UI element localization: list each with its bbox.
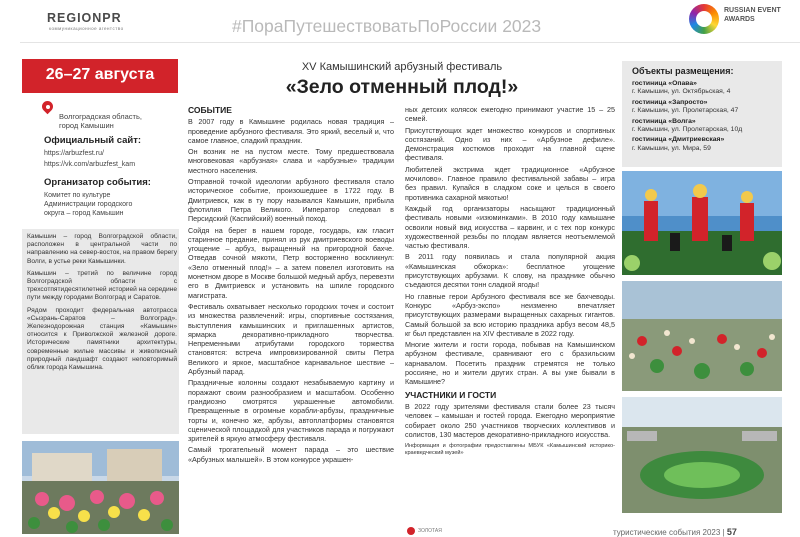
article-paragraph: Сойдя на берег в нашем городе, государь, как гласит старинное предание, принял из рук дмитриевского воеводы угощение – арбуз, выращенный на пригородной бахче. Отведав сочной мякоти, Петр восторженно воскликнул: «Зело отменный плод!» – а затем повелел изготовить на монетном дворе в Москве большой медный арбуз, перевезти его в Дмитриевск и установить на шпиле городского магистрата.	[188, 225, 394, 300]
festival-aerial-photo	[622, 397, 782, 513]
article-paragraph: Самый трогательный момент парада – это шествие «Арбузных малышей». В этом конкурсе украшен-	[188, 445, 394, 464]
festival-crowd-photo	[622, 281, 782, 391]
page-number: 57	[726, 527, 737, 537]
city-info-paragraph: Камышин – город Волгоградской области, расположен в центральной части по направлению на север-восток, на правом берегу Волги, в устье реки Камышинки.	[27, 233, 177, 265]
official-site-link[interactable]: https://arbuzfest.ru/	[44, 150, 104, 157]
article-paragraph: Праздничные колонны создают незабываемую картину и поражают своим разнообразием и масштабом. Особенно грандиозно смотрятся украшенные автомобили. Превращенные в огромные корабли-арбузы, праздничные торты и, конечно же, арбузы, автоплатформы становятся сценической площадкой для участников парада и погружают зрителей в яркую атмосферу фестиваля.	[188, 378, 394, 444]
organizer-line: Комитет по культуре	[44, 192, 111, 199]
article-paragraph: Он возник не на пустом месте. Тому предшествовала многовековая «арбузная» слава и «арбузные» традиции местного населения.	[188, 147, 394, 175]
lodging-item	[632, 118, 782, 135]
article-column-2	[405, 105, 615, 459]
organizer-line: Администрации городского	[44, 201, 133, 208]
agency-logo-text: REGIONPR	[47, 11, 122, 25]
article-paragraph: В 2007 году в Камышине родилась новая традиция – проведение арбузного фестиваля. Это яркий, веселый и, что самое главное, сладкий праздник.	[188, 117, 394, 145]
article-paragraph: Фестиваль охватывает несколько городских точек и состоит из множества развлечений: игры, спортивные состязания, выступления камышинских и приглашенных артистов, ярмарка декоративно-прикладного творчества. Непременными атрибутами городского торжества становятся: встреча импровизированной свиты Петра Великого и яркое, масштабное карнавальное шествие – Арбузный парад.	[188, 301, 394, 377]
parade-photo	[22, 441, 179, 534]
rea-award-logo-inner	[696, 11, 712, 27]
article-paragraph: Присутствующих ждет множество конкурсов и спортивных состязаний. Одно из них – «Арбузное дефиле». Демонстрация костюмов проходит на главной сцене фестиваля.	[405, 125, 615, 163]
city-info-paragraph: Рядом проходит федеральная автотрасса «Сызрань-Саратов – Волгоград». Железнодорожная станция «Камышин» относится к Приволжской железной дороге. Исторические памятники архитектуры, современные жилые массивы и живописный природный ландшафт создают неповторимый облик города Камышина.	[27, 306, 177, 372]
festival-stage-photo	[622, 171, 782, 275]
organizer-line: округа – город Камышин	[44, 210, 124, 217]
lodging-name: гостиница «Волга»	[632, 117, 696, 125]
event-location	[59, 112, 142, 130]
article-paragraph: Любителей экстрима ждет традиционное «Арбузное мочилово». Главное правило фестивальной забавы – игра без правил. Купайся в сладком соке и целься в своего противника сахарной мякотью!	[405, 164, 615, 202]
article-title: «Зело отменный плод!»	[285, 76, 519, 98]
section-heading-event: СОБЫТИЕ	[188, 105, 232, 115]
lodging-heading: Объекты размещения:	[632, 66, 734, 76]
article-column-1	[188, 106, 394, 466]
lodging-name: гостиница «Дмитриевская»	[632, 136, 725, 144]
official-site-heading: Официальный сайт:	[44, 135, 142, 146]
event-dates: 26–27 августа	[45, 66, 155, 83]
lodging-item	[632, 99, 782, 116]
hashtag-title: #ПораПутешествоватьПоРоссии 2023	[232, 16, 542, 36]
photo-credit: Информация и фотографии предоставлены МБУК «Камышинский историко-краеведческий музей»	[405, 443, 615, 457]
header-divider	[20, 42, 800, 43]
lodging-address: г. Камышин, ул. Мира, 59	[632, 144, 711, 152]
article-paragraph: Многие жители и гости города, побывав на Камышинском арбузном фестивале, сравнивают его с бразильским карнавалом. Посетить праздник стремятся не только россияне, но и жители других стран. А вы уже бывали в Камышине?	[405, 340, 615, 387]
lodging-name: гостиница «Опава»	[632, 80, 697, 87]
footer-left-text: ЗОЛОТАЯ	[418, 528, 442, 534]
article-paragraph: В 2022 году зрителями фестиваля стали более 23 тысяч человек – камышан и гостей города. Ежегодно мероприятие собирает около 250 участников творческих коллективов и солистов, 130 мастеров декоративно-прикладного искусства.	[405, 401, 615, 439]
article-paragraph: В 2011 году появилась и стала популярной акция «Камышинская обжорка»: бесплатное угощение присутствующих арбузами. К слову, на празднике обычно съедаются десятки тонн сладкой ягоды!	[405, 252, 615, 290]
agency-logo-subtitle: коммуникационное агентство	[49, 26, 124, 31]
lodging-list	[632, 80, 782, 155]
article-supertitle: XV Камышинский арбузный фестиваль	[301, 61, 503, 73]
article-paragraph: Но главные герои Арбузного фестиваля все же бахчеводы. Конкурс «Арбуз-экспо» неизменно впечатляет присутствующих размерами выращенных сахарных гигантов. Самый большой за всю историю праздника арбуз весом 48,5 кг был представлен на XIV фестивале в 2022 году.	[405, 291, 615, 338]
organizer-text	[44, 191, 132, 218]
location-line: город Камышин	[59, 121, 114, 130]
rea-award-text: RUSSIAN EVENT AWARDS	[724, 7, 781, 23]
location-pin-dot	[46, 105, 50, 109]
article-paragraph: Отправной точкой идеологии арбузного фестиваля стало историческое событие, произошедшее в 1722 году. В Дмитриевск, как в ту пору назывался Камышин, прибыла флотилия Петра Великого. Император следовал в Персидский (Каспийский) военный поход.	[188, 177, 394, 224]
lodging-item	[632, 80, 782, 97]
lodging-address: г. Камышин, ул. Пролетарская, 47	[632, 107, 739, 115]
city-info-paragraph: Камышин – третий по величине город Волгоградской области с трехсотпятидесятилетней историей на середине пути между городами Волгоград и Саратов.	[27, 269, 177, 302]
lodging-item	[632, 136, 782, 153]
vk-site-link[interactable]: https://vk.com/arbuzfest_kam	[44, 161, 136, 168]
lodging-address: г. Камышин, ул. Пролетарская, 10д	[632, 126, 743, 134]
lodging-address: г. Камышин, ул. Октябрьская, 4	[632, 88, 731, 96]
location-line: Волгоградская область,	[59, 112, 142, 121]
agency-logo	[47, 11, 122, 25]
section-heading-participants: УЧАСТНИКИ И ГОСТИ	[405, 389, 497, 400]
organizer-heading: Организатор события:	[44, 177, 151, 188]
city-info-text	[27, 233, 177, 376]
article-paragraph: ных детских колясок ежегодно принимают участие 15 – 25 семей.	[405, 105, 615, 124]
footer-section-title: туристические события 2023	[613, 528, 721, 537]
page-footer: туристические события 2023 | 57	[613, 527, 737, 537]
lodging-name: гостиница «Запросто»	[632, 98, 708, 106]
article-paragraph: Каждый год организаторы насыщают традиционный фестиваль новыми «изюминками». В 2010 году камышане освоили новый вид искусства – карвинг, и с тех пор конкурс художественной резьбы по плодам является неотъемлемой частью фестиваля.	[405, 203, 615, 251]
